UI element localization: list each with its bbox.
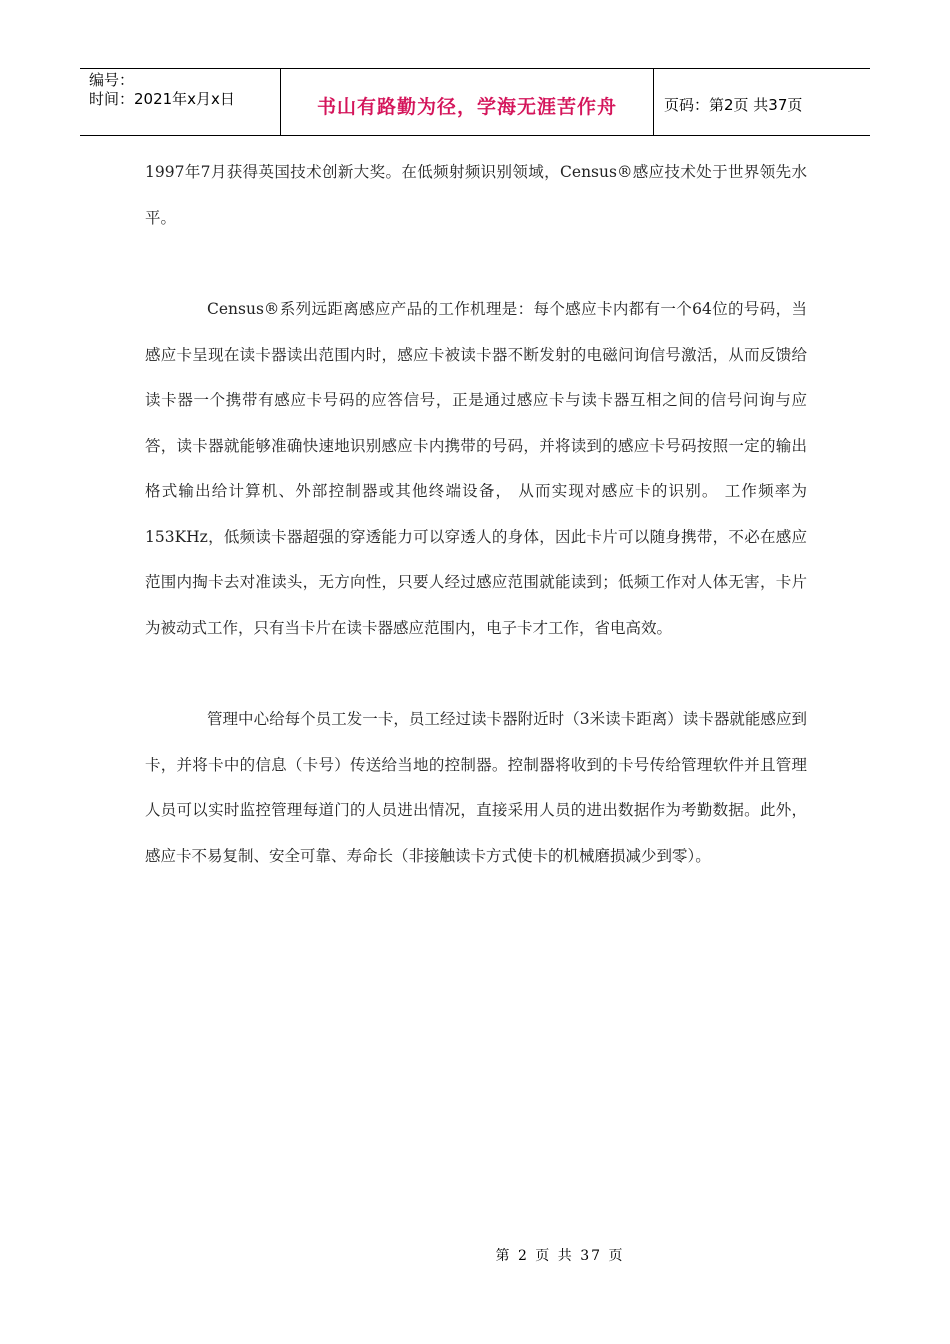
document-date: 时间：2021年x月x日: [89, 90, 235, 108]
page-footer: 第 2 页 共 37 页: [495, 1248, 625, 1264]
page-header: [80, 68, 870, 136]
document-body: [145, 150, 807, 879]
paragraph-continuation: 1997年7月获得英国技术创新大奖。在低频射频识别领域，Census®感应技术处于世界领先水平。: [145, 163, 807, 227]
header-page-info: 页码：第2页 共37页: [664, 95, 803, 114]
document-number-label: 编号：: [89, 71, 135, 89]
paragraph-gap: [145, 651, 807, 697]
header-meta: [80, 69, 281, 135]
header-motto: 书山有路勤为径，学海无涯苦作舟: [281, 69, 654, 135]
paragraph-management: 管理中心给每个员工发一卡，员工经过读卡器附近时（3米读卡距离）读卡器就能感应到卡，并将卡中的信息（卡号）传送给当地的控制器。控制器将收到的卡号传给管理软件并且管理人员可以实时监控管理每道门的人员进出情况，直接采用人员的进出数据作为考勤数据。此外，感应卡不易复制、安全可靠、寿命长（非接触读卡方式使卡的机械磨损减少到零）。: [145, 710, 807, 865]
paragraph-gap: [145, 241, 807, 287]
paragraph-working-principle: Census®系列远距离感应产品的工作机理是：每个感应卡内都有一个64位的号码，当感应卡呈现在读卡器读出范围内时，感应卡被读卡器不断发射的电磁问询信号激活，从而反馈给读卡器一个携带有感应卡号码的应答信号，正是通过感应卡与读卡器互相之间的信号问询与应答，读卡器就能够准确快速地识别感应卡内携带的号码，并将读到的感应卡号码按照一定的输出格式输出给计算机、外部控制器或其他终端设备， 从而实现对感应卡的识别。 工作频率为153KHz，低频读卡器超强的穿透能力可以穿透人的身体，因此卡片可以随身携带，不必在感应范围内掏卡去对准读头，无方向性，只要人经过感应范围就能读到；低频工作对人体无害，卡片为被动式工作，只有当卡片在读卡器感应范围内，电子卡才工作，省电高效。: [145, 300, 807, 637]
